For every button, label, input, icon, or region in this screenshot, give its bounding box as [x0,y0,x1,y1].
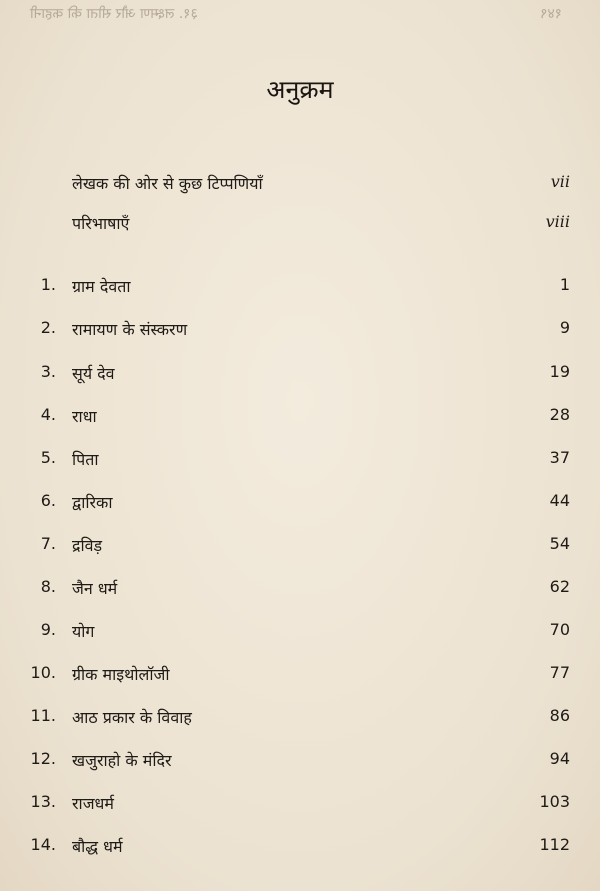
toc-entry-number: 5. [40,448,56,467]
toc-entry-7[interactable] [30,534,570,564]
toc-entry-2[interactable] [30,318,570,348]
toc-entry-label: द्रविड़ [72,536,103,555]
toc-entry-1[interactable] [30,275,570,305]
toc-entry-10[interactable] [30,663,570,693]
toc-entry-label: बौद्ध धर्म [72,837,123,856]
toc-entry-label: लेखक की ओर से कुछ टिप्पणियाँ [72,174,263,193]
toc-entry-number: 8. [40,577,56,596]
toc-entry-9[interactable] [30,620,570,650]
toc-entry-label: पिता [72,450,99,469]
toc-entry-14[interactable] [30,835,570,865]
toc-entry-page: 54 [549,534,570,553]
toc-entry-number: 2. [40,318,56,337]
toc-entry-page: 112 [539,835,570,854]
toc-entry-number: 14. [30,835,56,854]
toc-entry-page: viii [545,212,570,231]
toc-entry-notes[interactable] [30,172,570,202]
toc-entry-label: ग्रीक माइथोलॉजी [72,665,170,684]
toc-entry-page: 86 [549,706,570,725]
toc-entry-page: 103 [539,792,570,811]
toc-entry-13[interactable] [30,792,570,822]
toc-entry-page: 77 [549,663,570,682]
toc-entry-number: 7. [40,534,56,553]
toc-entry-label: राधा [72,407,97,426]
toc-entry-page: 9 [559,318,570,337]
toc-entry-label: सूर्य देव [72,364,115,383]
toc-entry-number: 3. [40,362,56,381]
toc-entry-3[interactable] [30,362,570,392]
toc-entry-6[interactable] [30,491,570,521]
show-through-page-number: १४९ [540,6,562,22]
toc-entry-page: 62 [549,577,570,596]
toc-entry-page: 1 [559,275,570,294]
toc-entry-8[interactable] [30,577,570,607]
toc-entry-number: 1. [40,275,56,294]
toc-entry-label: ग्राम देवता [72,277,131,296]
toc-entry-label: आठ प्रकार के विवाह [72,708,192,727]
toc-entry-12[interactable] [30,749,570,779]
toc-entry-number: 6. [40,491,56,510]
toc-entry-page: vii [550,172,570,191]
toc-entry-label: राजधर्म [72,794,114,813]
toc-entry-number: 4. [40,405,56,424]
toc-entry-label: परिभाषाएँ [72,214,130,233]
toc-title: अनुक्रम [266,75,334,104]
toc-entry-label: खजुराहो के मंदिर [72,751,172,770]
toc-entry-number: 11. [30,706,56,725]
toc-entry-number: 13. [30,792,56,811]
toc-entry-page: 19 [549,362,570,381]
toc-entry-page: 28 [549,405,570,424]
toc-entry-page: 37 [549,448,570,467]
toc-entry-label: योग [72,622,95,641]
toc-entry-label: द्वारिका [72,493,113,512]
toc-entry-number: 12. [30,749,56,768]
toc-entry-11[interactable] [30,706,570,736]
toc-entry-number: 9. [40,620,56,639]
toc-entry-page: 70 [549,620,570,639]
toc-entry-label: रामायण के संस्करण [72,320,188,339]
toc-entry-number: 10. [30,663,56,682]
toc-entry-page: 94 [549,749,570,768]
toc-entry-definitions[interactable] [30,212,570,242]
toc-entry-5[interactable] [30,448,570,478]
toc-entry-page: 44 [549,491,570,510]
show-through-chapter-title: ३१. लक्ष्मण और सीता की कहानी [30,6,198,22]
toc-entry-label: जैन धर्म [72,579,118,598]
toc-entry-4[interactable] [30,405,570,435]
